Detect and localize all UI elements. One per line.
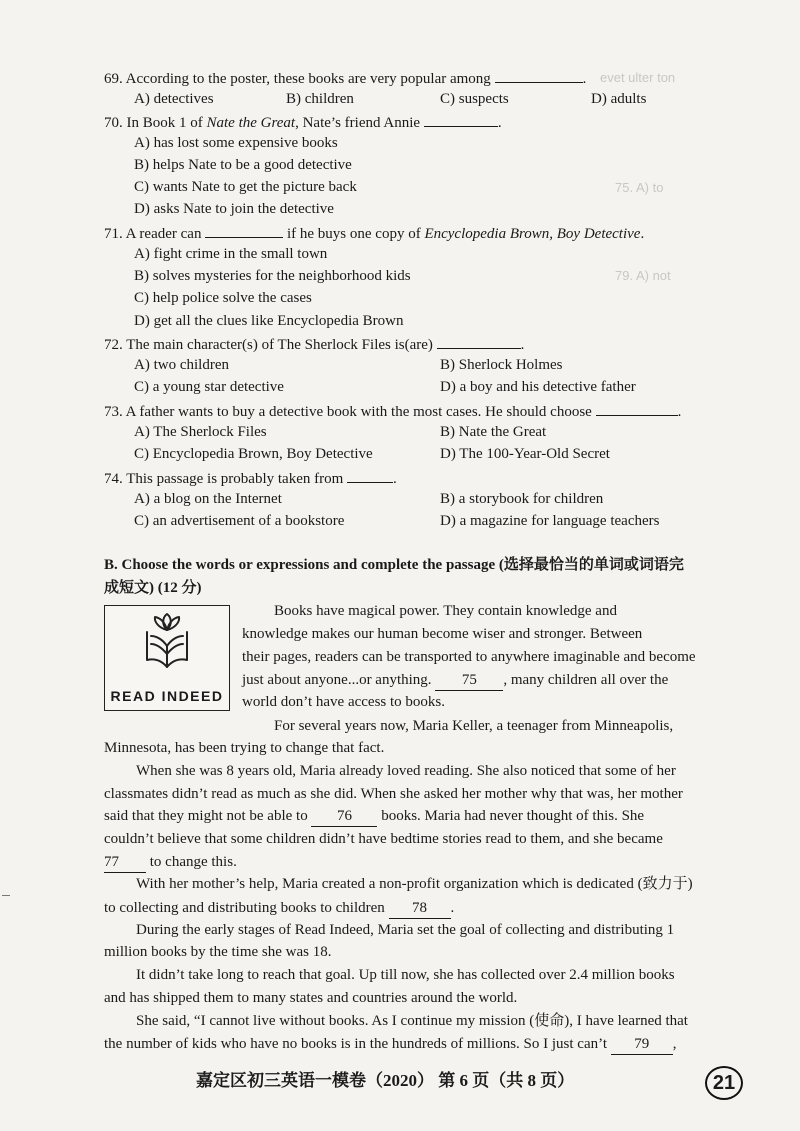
- option-72-c: C) a young star detective: [134, 379, 284, 395]
- section-b-heading-cont: 成短文) (12 分): [104, 580, 202, 596]
- passage-line: She said, “I cannot live without books. As I continue my mission (使命), I have learned that: [136, 1013, 688, 1029]
- section-b-heading: B. Choose the words or expressions and complete the passage (选择最恰当的单词或词语完: [104, 557, 684, 573]
- period: .: [497, 115, 502, 131]
- option-72-d: D) a boy and his detective father: [440, 379, 636, 395]
- bleed-through-text: 75. A) to: [615, 180, 664, 195]
- answer-blank: [596, 400, 678, 416]
- option-70-d: D) asks Nate to join the detective: [134, 201, 334, 217]
- passage-text: said that they might not be able to: [104, 808, 308, 824]
- option-69-b: B) children: [286, 91, 354, 107]
- question-73: [104, 400, 681, 422]
- book-title: Encyclopedia Brown, Boy Detective: [424, 226, 641, 242]
- option-73-a: A) The Sherlock Files: [134, 424, 267, 440]
- passage-line: [104, 852, 237, 873]
- question-71-stem-a: 71. A reader can: [104, 226, 202, 242]
- blank-77: 77: [104, 852, 146, 873]
- passage-line: [104, 898, 454, 919]
- passage-text: to change this.: [149, 854, 237, 870]
- question-71: [104, 222, 644, 244]
- passage-line: [104, 806, 644, 827]
- option-73-b: B) Nate the Great: [440, 424, 547, 440]
- option-74-a: A) a blog on the Internet: [134, 491, 282, 507]
- question-71-stem-b: if he buys one copy of: [283, 226, 425, 242]
- passage-line: For several years now, Maria Keller, a teenager from Minneapolis,: [274, 718, 674, 734]
- option-74-c: C) an advertisement of a bookstore: [134, 513, 345, 529]
- blank-76: 76: [311, 806, 377, 827]
- option-72-b: B) Sherlock Holmes: [440, 357, 563, 373]
- passage-line: With her mother’s help, Maria created a non-profit organization which is dedicated (致力于): [136, 876, 693, 892]
- answer-blank: [424, 111, 498, 127]
- period: .: [640, 226, 645, 242]
- passage-text: the number of kids who have no books is in the hundreds of millions. So I just can’t: [104, 1036, 608, 1052]
- answer-blank: [437, 333, 521, 349]
- option-70-c: C) wants Nate to get the picture back: [134, 179, 357, 195]
- passage-line: world don’t have access to books.: [242, 694, 446, 710]
- bleed-through-text: evet ulter ton: [600, 70, 676, 85]
- passage-text: just about anyone...or anything.: [242, 672, 432, 688]
- period: .: [520, 337, 525, 353]
- period: .: [582, 71, 587, 87]
- option-74-b: B) a storybook for children: [440, 491, 604, 507]
- question-69: [104, 67, 586, 89]
- read-indeed-logo: [104, 605, 230, 711]
- passage-line: During the early stages of Read Indeed, Maria set the goal of collecting and distributing 1: [136, 922, 675, 938]
- option-72-a: A) two children: [134, 357, 229, 373]
- option-69-c: C) suspects: [440, 91, 509, 107]
- option-69-a: A) detectives: [134, 91, 214, 107]
- question-70: [104, 111, 502, 133]
- question-72: [104, 333, 524, 355]
- question-74-stem: 74. This passage is probably taken from: [104, 471, 344, 487]
- question-70-stem-b: , Nate’s friend Annie: [295, 115, 421, 131]
- page-footer: 嘉定区初三英语一模卷（2020） 第 6 页（共 8 页）: [196, 1071, 575, 1090]
- scan-edge-mark: [2, 895, 10, 896]
- answer-blank: [347, 467, 393, 483]
- period: .: [677, 404, 682, 420]
- answer-blank: [205, 222, 283, 238]
- question-72-stem: 72. The main character(s) of The Sherlock Files is(are): [104, 337, 433, 353]
- option-71-a: A) fight crime in the small town: [134, 246, 328, 262]
- option-74-d: D) a magazine for language teachers: [440, 513, 660, 529]
- blank-78: 78: [389, 898, 451, 919]
- blank-79: 79: [611, 1034, 673, 1055]
- option-71-b: B) solves mysteries for the neighborhood kids: [134, 268, 411, 284]
- passage-text: , many children all over the: [503, 672, 669, 688]
- passage-line: When she was 8 years old, Maria already loved reading. She also noticed that some of her: [136, 763, 676, 779]
- passage-line: Books have magical power. They contain knowledge and: [274, 603, 617, 619]
- passage-text: ,: [672, 1036, 677, 1052]
- option-73-c: C) Encyclopedia Brown, Boy Detective: [134, 446, 373, 462]
- book-flower-icon: [137, 612, 197, 676]
- passage-line: and has shipped them to many states and countries around the world.: [104, 990, 518, 1006]
- answer-blank: [495, 67, 583, 83]
- passage-line: couldn’t believe that some children didn’t have bedtime stories read to them, and she became: [104, 831, 663, 847]
- bleed-through-text: 79. A) not: [615, 268, 671, 283]
- passage-text: to collecting and distributing books to children: [104, 900, 385, 916]
- passage-line: [242, 670, 668, 691]
- period: .: [393, 471, 397, 487]
- passage-text: .: [450, 900, 455, 916]
- option-71-c: C) help police solve the cases: [134, 290, 312, 306]
- passage-line: million books by the time she was 18.: [104, 944, 332, 960]
- question-69-stem: 69. According to the poster, these books are very popular among: [104, 71, 491, 87]
- book-title: Nate the Great: [206, 115, 296, 131]
- question-74: [104, 467, 397, 489]
- blank-75: 75: [435, 670, 503, 691]
- passage-line: It didn’t take long to reach that goal. Up till now, she has collected over 2.4 million books: [136, 967, 675, 983]
- option-70-a: A) has lost some expensive books: [134, 135, 338, 151]
- passage-line: Minnesota, has been trying to change that fact.: [104, 740, 385, 756]
- passage-line: knowledge makes our human become wiser and stronger. Between: [242, 626, 643, 642]
- passage-line: [104, 1034, 677, 1055]
- passage-line: classmates didn’t read as much as she did. When she asked her mother why that was, her mother: [104, 786, 683, 802]
- question-73-stem: 73. A father wants to buy a detective book with the most cases. He should choose: [104, 404, 592, 420]
- option-71-d: D) get all the clues like Encyclopedia Brown: [134, 313, 404, 329]
- passage-line: their pages, readers can be transported to anywhere imaginable and become: [242, 649, 696, 665]
- option-73-d: D) The 100-Year-Old Secret: [440, 446, 610, 462]
- logo-wordmark: READ INDEED: [110, 688, 224, 704]
- question-70-stem-a: 70. In Book 1 of: [104, 115, 207, 131]
- option-69-d: D) adults: [591, 91, 647, 107]
- page-number-badge: 21: [705, 1066, 743, 1100]
- option-70-b: B) helps Nate to be a good detective: [134, 157, 352, 173]
- passage-text: books. Maria had never thought of this. She: [381, 808, 645, 824]
